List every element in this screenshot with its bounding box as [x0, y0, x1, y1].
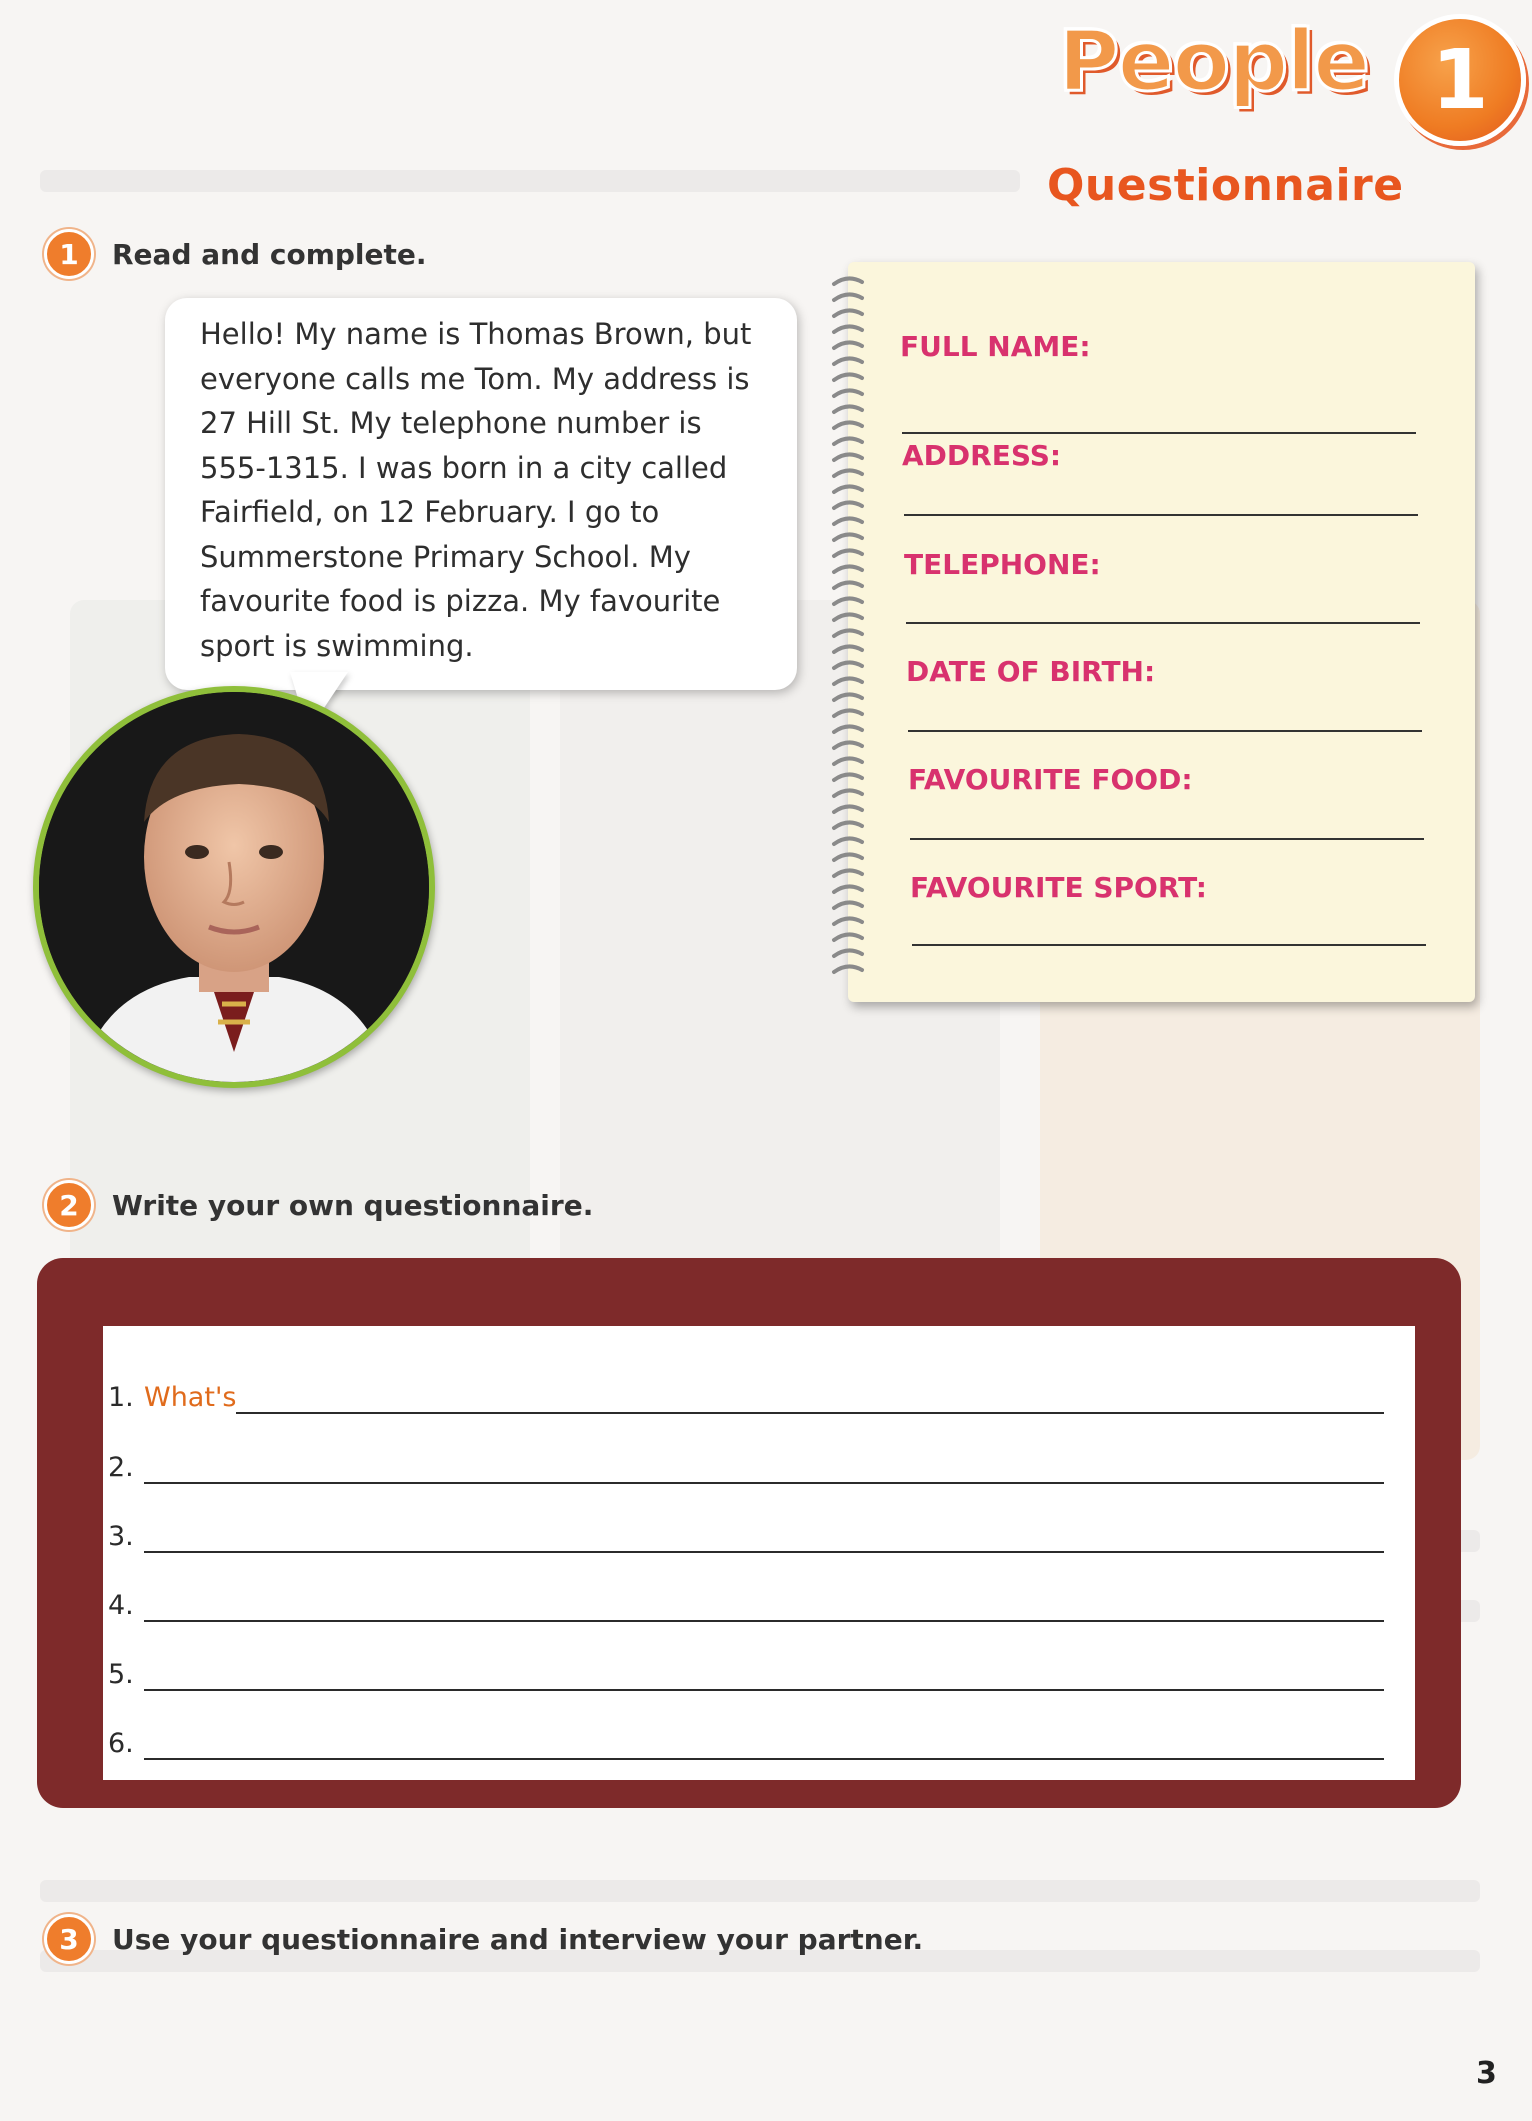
question-number: 6. — [108, 1728, 134, 1759]
exercise-1-heading — [44, 229, 427, 279]
question-answer-line[interactable] — [144, 1758, 1384, 1760]
question-number: 2. — [108, 1452, 134, 1483]
question-answer-line[interactable] — [144, 1620, 1384, 1622]
question-number: 1. — [108, 1382, 134, 1413]
question-row — [108, 1452, 144, 1483]
answer-line-telephone[interactable] — [906, 622, 1420, 624]
student-photo — [33, 686, 435, 1088]
field-label-favourite-sport: FAVOURITE SPORT: — [910, 871, 1207, 904]
question-answer-line[interactable] — [144, 1689, 1384, 1691]
exercise-3-heading — [44, 1914, 923, 1964]
answer-line-address[interactable] — [904, 514, 1418, 516]
field-label-date-of-birth: DATE OF BIRTH: — [906, 655, 1156, 688]
field-label-telephone: TELEPHONE: — [904, 548, 1101, 581]
questionnaire-box-body — [103, 1326, 1415, 1780]
field-label-favourite-food: FAVOURITE FOOD: — [908, 763, 1193, 796]
boy-portrait-image — [39, 692, 429, 1082]
show-through-text — [40, 170, 1020, 192]
answer-line-favourite-food[interactable] — [910, 838, 1424, 840]
question-row — [108, 1728, 144, 1759]
field-label-full-name: FULL NAME: — [900, 330, 1091, 363]
question-answer-line[interactable] — [236, 1412, 1384, 1414]
speech-bubble-text: Hello! My name is Thomas Brown, but everyone calls me Tom. My address is 27 Hill St. My telephone number is 555-1315. I was born in a city called Fairfield, on 12 February. I go to Summerstone Primary School. My favourite food is pizza. My favourite sport is swimming. — [200, 317, 752, 663]
unit-number-badge: 1 — [1394, 14, 1526, 146]
answer-line-favourite-sport[interactable] — [912, 944, 1426, 946]
exercise-number-badge: 2 — [44, 1180, 94, 1230]
unit-title: People — [1058, 12, 1369, 110]
question-row — [108, 1521, 144, 1552]
page-number: 3 — [1476, 2056, 1497, 2091]
answer-line-date-of-birth[interactable] — [908, 730, 1422, 732]
field-label-address: ADDRESS: — [902, 439, 1062, 472]
question-number: 3. — [108, 1521, 134, 1552]
spiral-binding-icon — [830, 272, 866, 982]
exercise-number-badge: 1 — [44, 229, 94, 279]
question-row — [108, 1382, 240, 1413]
show-through-text — [40, 1880, 1480, 1902]
question-row — [108, 1590, 144, 1621]
question-prompt: What's — [144, 1382, 237, 1413]
question-answer-line[interactable] — [144, 1551, 1384, 1553]
section-title: Questionnaire — [1047, 160, 1404, 211]
question-row — [108, 1659, 144, 1690]
answer-line-full-name[interactable] — [902, 432, 1416, 434]
question-number: 4. — [108, 1590, 134, 1621]
exercise-3-instruction: Use your questionnaire and interview your partner. — [112, 1922, 924, 1956]
exercise-1-instruction: Read and complete. — [112, 237, 427, 271]
exercise-number-badge: 3 — [44, 1914, 94, 1964]
question-answer-line[interactable] — [144, 1482, 1384, 1484]
exercise-2-instruction: Write your own questionnaire. — [112, 1188, 594, 1222]
question-number: 5. — [108, 1659, 134, 1690]
exercise-2-heading — [44, 1180, 593, 1230]
